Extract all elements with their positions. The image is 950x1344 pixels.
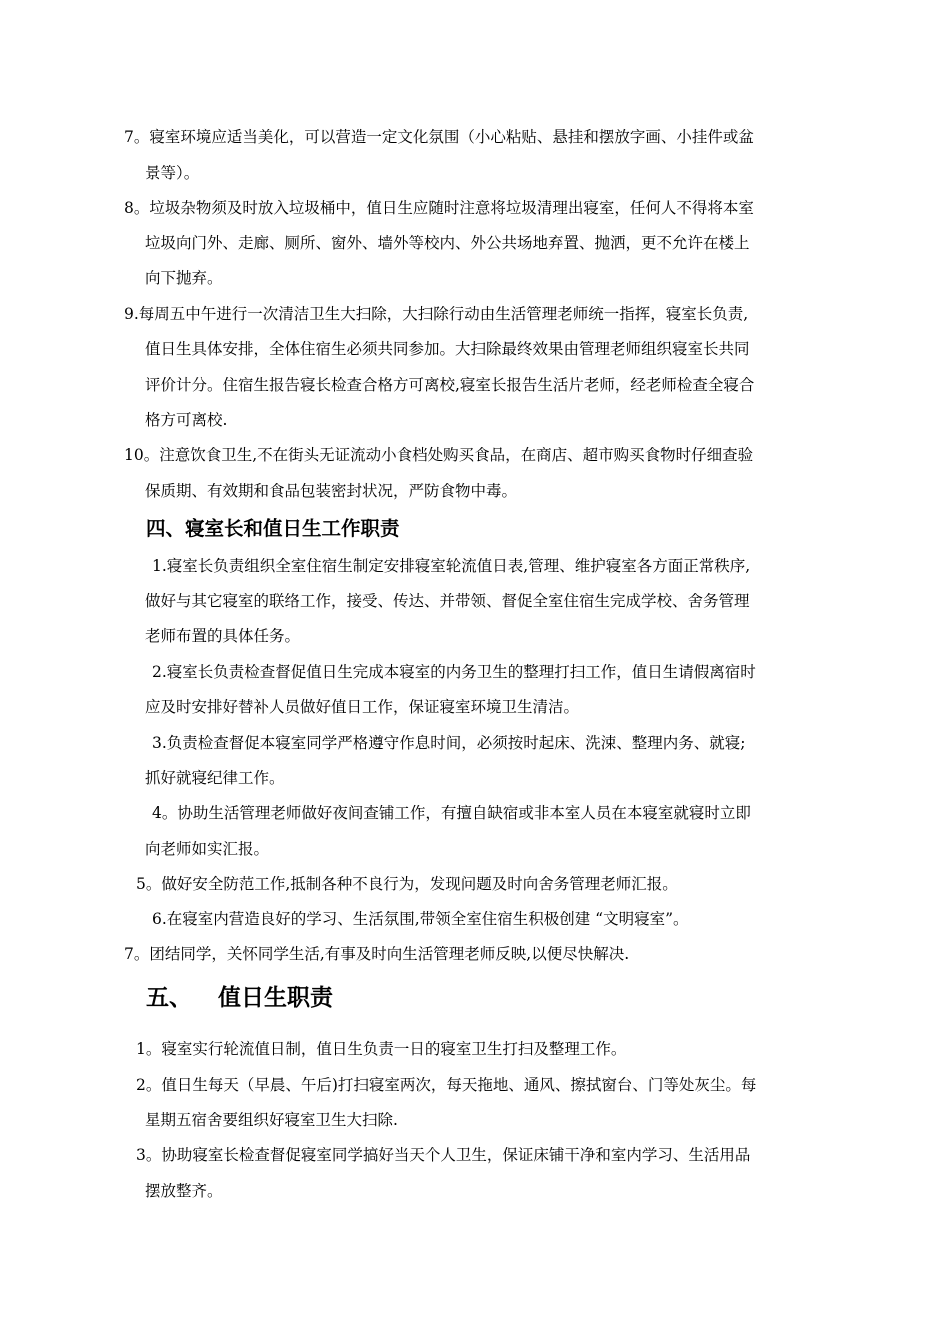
duty-3-line-2: 抓好就寝纪律工作。 bbox=[145, 769, 285, 787]
section-5-number: 五、 bbox=[146, 985, 192, 1011]
rule-9-line-1: 9.每周五中午进行一次清洁卫生大扫除，大扫除行动由生活管理老师统一指挥，寝室长负责, bbox=[124, 305, 749, 323]
section-5-title: 值日生职责 bbox=[218, 985, 333, 1011]
rule-9-line-4: 格方可离校. bbox=[145, 411, 228, 429]
onduty-3-line-1: 3。协助寝室长检查督促寝室同学搞好当天个人卫生，保证床铺干净和室内学习、生活用品 bbox=[136, 1146, 751, 1164]
duty-1-line-3: 老师布置的具体任务。 bbox=[145, 627, 301, 645]
rule-9-line-3: 评价计分。住宿生报告寝长检查合格方可离校,寝室长报告生活片老师，经老师检查全寝合 bbox=[145, 376, 755, 394]
rule-9-line-2: 值日生具体安排，全体住宿生必须共同参加。大扫除最终效果由管理老师组织寝室长共同 bbox=[145, 340, 750, 358]
duty-4-line-1: 4。协助生活管理老师做好夜间查铺工作，有擅自缺宿或非本室人员在本寝室就寝时立即 bbox=[152, 804, 751, 822]
duty-2-line-2: 应及时安排好替补人员做好值日工作，保证寝室环境卫生清洁。 bbox=[145, 698, 580, 716]
rule-7-line-2: 景等）。 bbox=[145, 164, 200, 182]
duty-2-line-1: 2.寝室长负责检查督促值日生完成本寝室的内务卫生的整理打扫工作，值日生请假离宿时 bbox=[152, 663, 756, 681]
rule-8-line-2: 垃圾向门外、走廊、厕所、窗外、墙外等校内、外公共场地弃置、抛洒，更不允许在楼上 bbox=[145, 234, 750, 252]
duty-1-line-2: 做好与其它寝室的联络工作，接受、传达、并带领、督促全室住宿生完成学校、舍务管理 bbox=[145, 592, 750, 610]
onduty-2-line-1: 2。值日生每天（早晨、午后)打扫寝室两次，每天拖地、通风、擦拭窗台、门等处灰尘。每 bbox=[136, 1076, 757, 1094]
rule-8-line-1: 8。垃圾杂物须及时放入垃圾桶中，值日生应随时注意将垃圾清理出寝室，任何人不得将本室 bbox=[124, 199, 754, 217]
duty-6-line-1: 6.在寝室内营造良好的学习、生活氛围,带领全室住宿生积极创建 “文明寝室”。 bbox=[152, 910, 689, 928]
rule-10-line-1: 10。注意饮食卫生,不在街头无证流动小食档处购买食品，在商店、超市购买食物时仔细查验 bbox=[124, 446, 754, 464]
duty-3-line-1: 3.负责检查督促本寝室同学严格遵守作息时间，必须按时起床、洗涑、整理内务、就寝; bbox=[152, 734, 746, 752]
onduty-1-line-1: 1。寝室实行轮流值日制，值日生负责一日的寝室卫生打扫及整理工作。 bbox=[136, 1040, 627, 1058]
section-5-heading bbox=[146, 983, 333, 1013]
duty-7-line-1: 7。团结同学，关怀同学生活,有事及时向生活管理老师反映,以便尽快解决. bbox=[124, 945, 630, 963]
duty-4-line-2: 向老师如实汇报。 bbox=[145, 840, 270, 858]
onduty-3-line-2: 摆放整齐。 bbox=[145, 1182, 223, 1200]
duty-1-line-1: 1.寝室长负责组织全室住宿生制定安排寝室轮流值日表,管理、维护寝室各方面正常秩序, bbox=[152, 557, 751, 575]
rule-10-line-2: 保质期、有效期和食品包装密封状况，严防食物中毒。 bbox=[145, 482, 518, 500]
rule-7-line-1: 7。寝室环境应适当美化，可以营造一定文化氛围（小心粘贴、悬挂和摆放字画、小挂件或盆 bbox=[124, 128, 754, 146]
duty-5-line-1: 5。做好安全防范工作,抵制各种不良行为，发现问题及时向舍务管理老师汇报。 bbox=[136, 875, 678, 893]
rule-8-line-3: 向下抛弃。 bbox=[145, 269, 223, 287]
onduty-2-line-2: 星期五宿舍要组织好寝室卫生大扫除. bbox=[145, 1111, 398, 1129]
section-4-heading: 四、寝室长和值日生工作职责 bbox=[146, 517, 400, 540]
